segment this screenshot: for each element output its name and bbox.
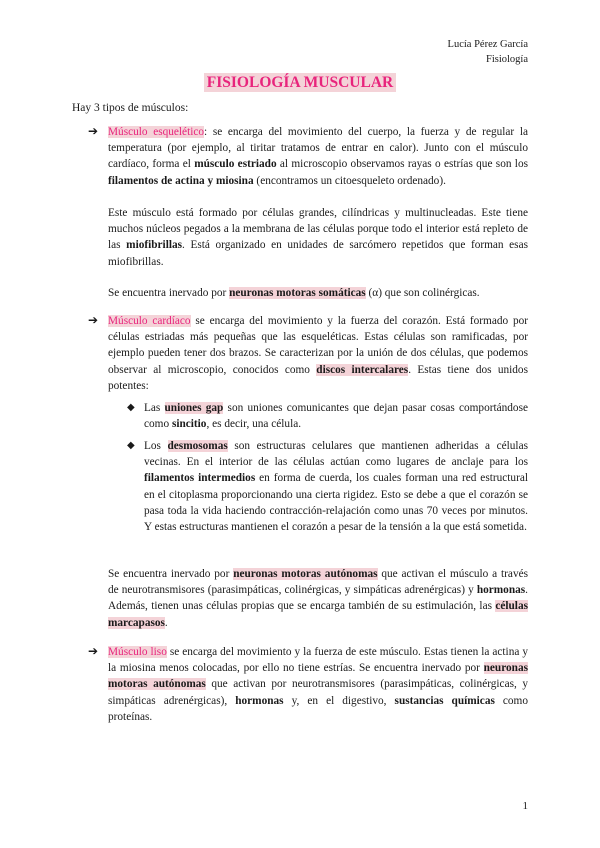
bold-span: sincitio bbox=[171, 418, 207, 431]
highlight-span: discos intercalares bbox=[316, 363, 409, 376]
page-header bbox=[448, 37, 528, 67]
text-span: que activan el músculo a través de neurotransmisores (parasimpáticas, colinérgicas, y simpáticas adrenérgicas) y bbox=[108, 568, 528, 597]
bold-span: hormonas bbox=[235, 694, 284, 707]
text-span: son uniones comunicantes que dejan pasar cosas comportándose como bbox=[144, 402, 528, 431]
text-span: , es decir, una célula. bbox=[206, 418, 302, 431]
intro-text: Hay 3 tipos de músculos: bbox=[72, 102, 189, 114]
bold-span: hormonas bbox=[476, 584, 526, 597]
text-span: se encarga del movimiento y la fuerza de este músculo. Estas tienen la actina y la miosina menos colocadas, por ello no tiene estrías. Se encuentra inervado por bbox=[108, 646, 528, 675]
arrow-bullet-icon: ➔ bbox=[88, 644, 99, 658]
subject-name: Fisiología bbox=[485, 54, 528, 65]
text-span: en forma de cuerda, los cuales forman una red estructural en el citoplasma proporcionando una cierta rigidez. Esto se debe a que el corazón se pasa toda la vida haciendo contracción-relajación como unas 70 veces por minutos. Y estas estructuras mantienen el corazón a pesar de la tensión a la que está sometida. bbox=[144, 472, 528, 534]
cardiaco-paragraph-2 bbox=[108, 566, 528, 631]
text-span: Este músculo está formado por células grandes, cilíndricas y multinucleadas. Este tiene muchos núcleos pegados a la membrana de las células porque todo el interior está repleto de las bbox=[108, 207, 528, 252]
text-span: Se encuentra inervado por bbox=[108, 287, 230, 299]
bold-span: músculo estriado bbox=[194, 158, 277, 171]
term-liso: Músculo liso bbox=[108, 646, 167, 658]
arrow-bullet-icon: ➔ bbox=[88, 124, 99, 138]
bold-span: miofibrillas bbox=[126, 239, 183, 252]
text-span: Las bbox=[144, 402, 165, 414]
esqueletico-paragraph-2 bbox=[108, 205, 528, 270]
arrow-bullet-icon: ➔ bbox=[88, 313, 99, 327]
esqueletico-paragraph-3 bbox=[108, 285, 528, 301]
text-span: se encarga del movimiento y la fuerza del corazón. Está formado por células estriadas más pequeñas que las esqueléticas. Estas células son ramificadas, por ejemplo pueden tener dos brazos. Se caracterizan por la unión de dos células, que podemos observar al microscopio, conocidos como bbox=[108, 315, 528, 376]
cardiaco-bullet-2 bbox=[144, 438, 528, 535]
text-span: (α) que son colinérgicas. bbox=[365, 287, 480, 299]
esqueletico-paragraph-1 bbox=[108, 124, 528, 189]
highlight-span: células marcapasos bbox=[108, 600, 528, 629]
text-span: al microscopio observamos rayas o estrías que son los bbox=[276, 158, 528, 171]
text-span: (encontramos un citoesqueleto ordenado). bbox=[253, 174, 446, 187]
cardiaco-bullet-1 bbox=[144, 400, 528, 432]
bold-span: sustancias químicas bbox=[394, 694, 495, 707]
page-number: 1 bbox=[522, 800, 528, 812]
text-span: como proteínas. bbox=[108, 694, 528, 723]
author-name: Lucía Pérez García bbox=[447, 39, 528, 50]
highlight-span: uniones gap bbox=[164, 402, 224, 414]
text-span: y, en el digestivo, bbox=[283, 694, 395, 707]
term-cardiaco: Músculo cardíaco bbox=[108, 315, 191, 327]
cardiaco-paragraph-1 bbox=[108, 313, 528, 394]
highlight-span: neuronas motoras autónomas bbox=[233, 568, 378, 580]
liso-paragraph-1 bbox=[108, 644, 528, 725]
text-span: : se encarga del movimiento del cuerpo, la fuerza y de regular la temperatura (por ejemplo, al tiritar tratamos de entrar en calor). Junto con el músculo cardíaco, forma el bbox=[108, 126, 528, 171]
text-span: . Además, tienen unas células propias que se encarga también de su estimulación, las bbox=[108, 584, 528, 613]
highlight-span: desmosomas bbox=[167, 440, 228, 452]
bold-span: filamentos de actina y miosina bbox=[108, 174, 254, 187]
text-span: son estructuras celulares que mantienen adheridas a células vecinas. En el interior de las células actúan como lugares de anclaje para los bbox=[144, 440, 528, 469]
page-title-wrap bbox=[0, 74, 600, 92]
highlight-span: neuronas motoras autónomas bbox=[108, 662, 528, 691]
term-esqueletico: Músculo esquelético bbox=[108, 126, 205, 138]
text-span: Los bbox=[144, 440, 168, 452]
page-title: FISIOLOGÍA MUSCULAR bbox=[204, 73, 396, 92]
text-span: Se encuentra inervado por bbox=[108, 568, 234, 580]
text-span: . Estas tiene dos unidos potentes: bbox=[108, 363, 528, 392]
text-span: que activan por neurotransmisores (parasimpáticas, colinérgicas, y simpáticas adrenérgicas), bbox=[108, 678, 528, 707]
diamond-bullet-icon: ◆ bbox=[127, 402, 135, 413]
text-span: . bbox=[164, 616, 168, 629]
bold-span: filamentos intermedios bbox=[144, 472, 256, 485]
highlight-span: neuronas motoras somáticas bbox=[229, 287, 366, 299]
text-span: . Está organizado en unidades de sarcómero repetidos que forman esas miofibrillas. bbox=[108, 239, 528, 268]
diamond-bullet-icon: ◆ bbox=[127, 440, 135, 451]
